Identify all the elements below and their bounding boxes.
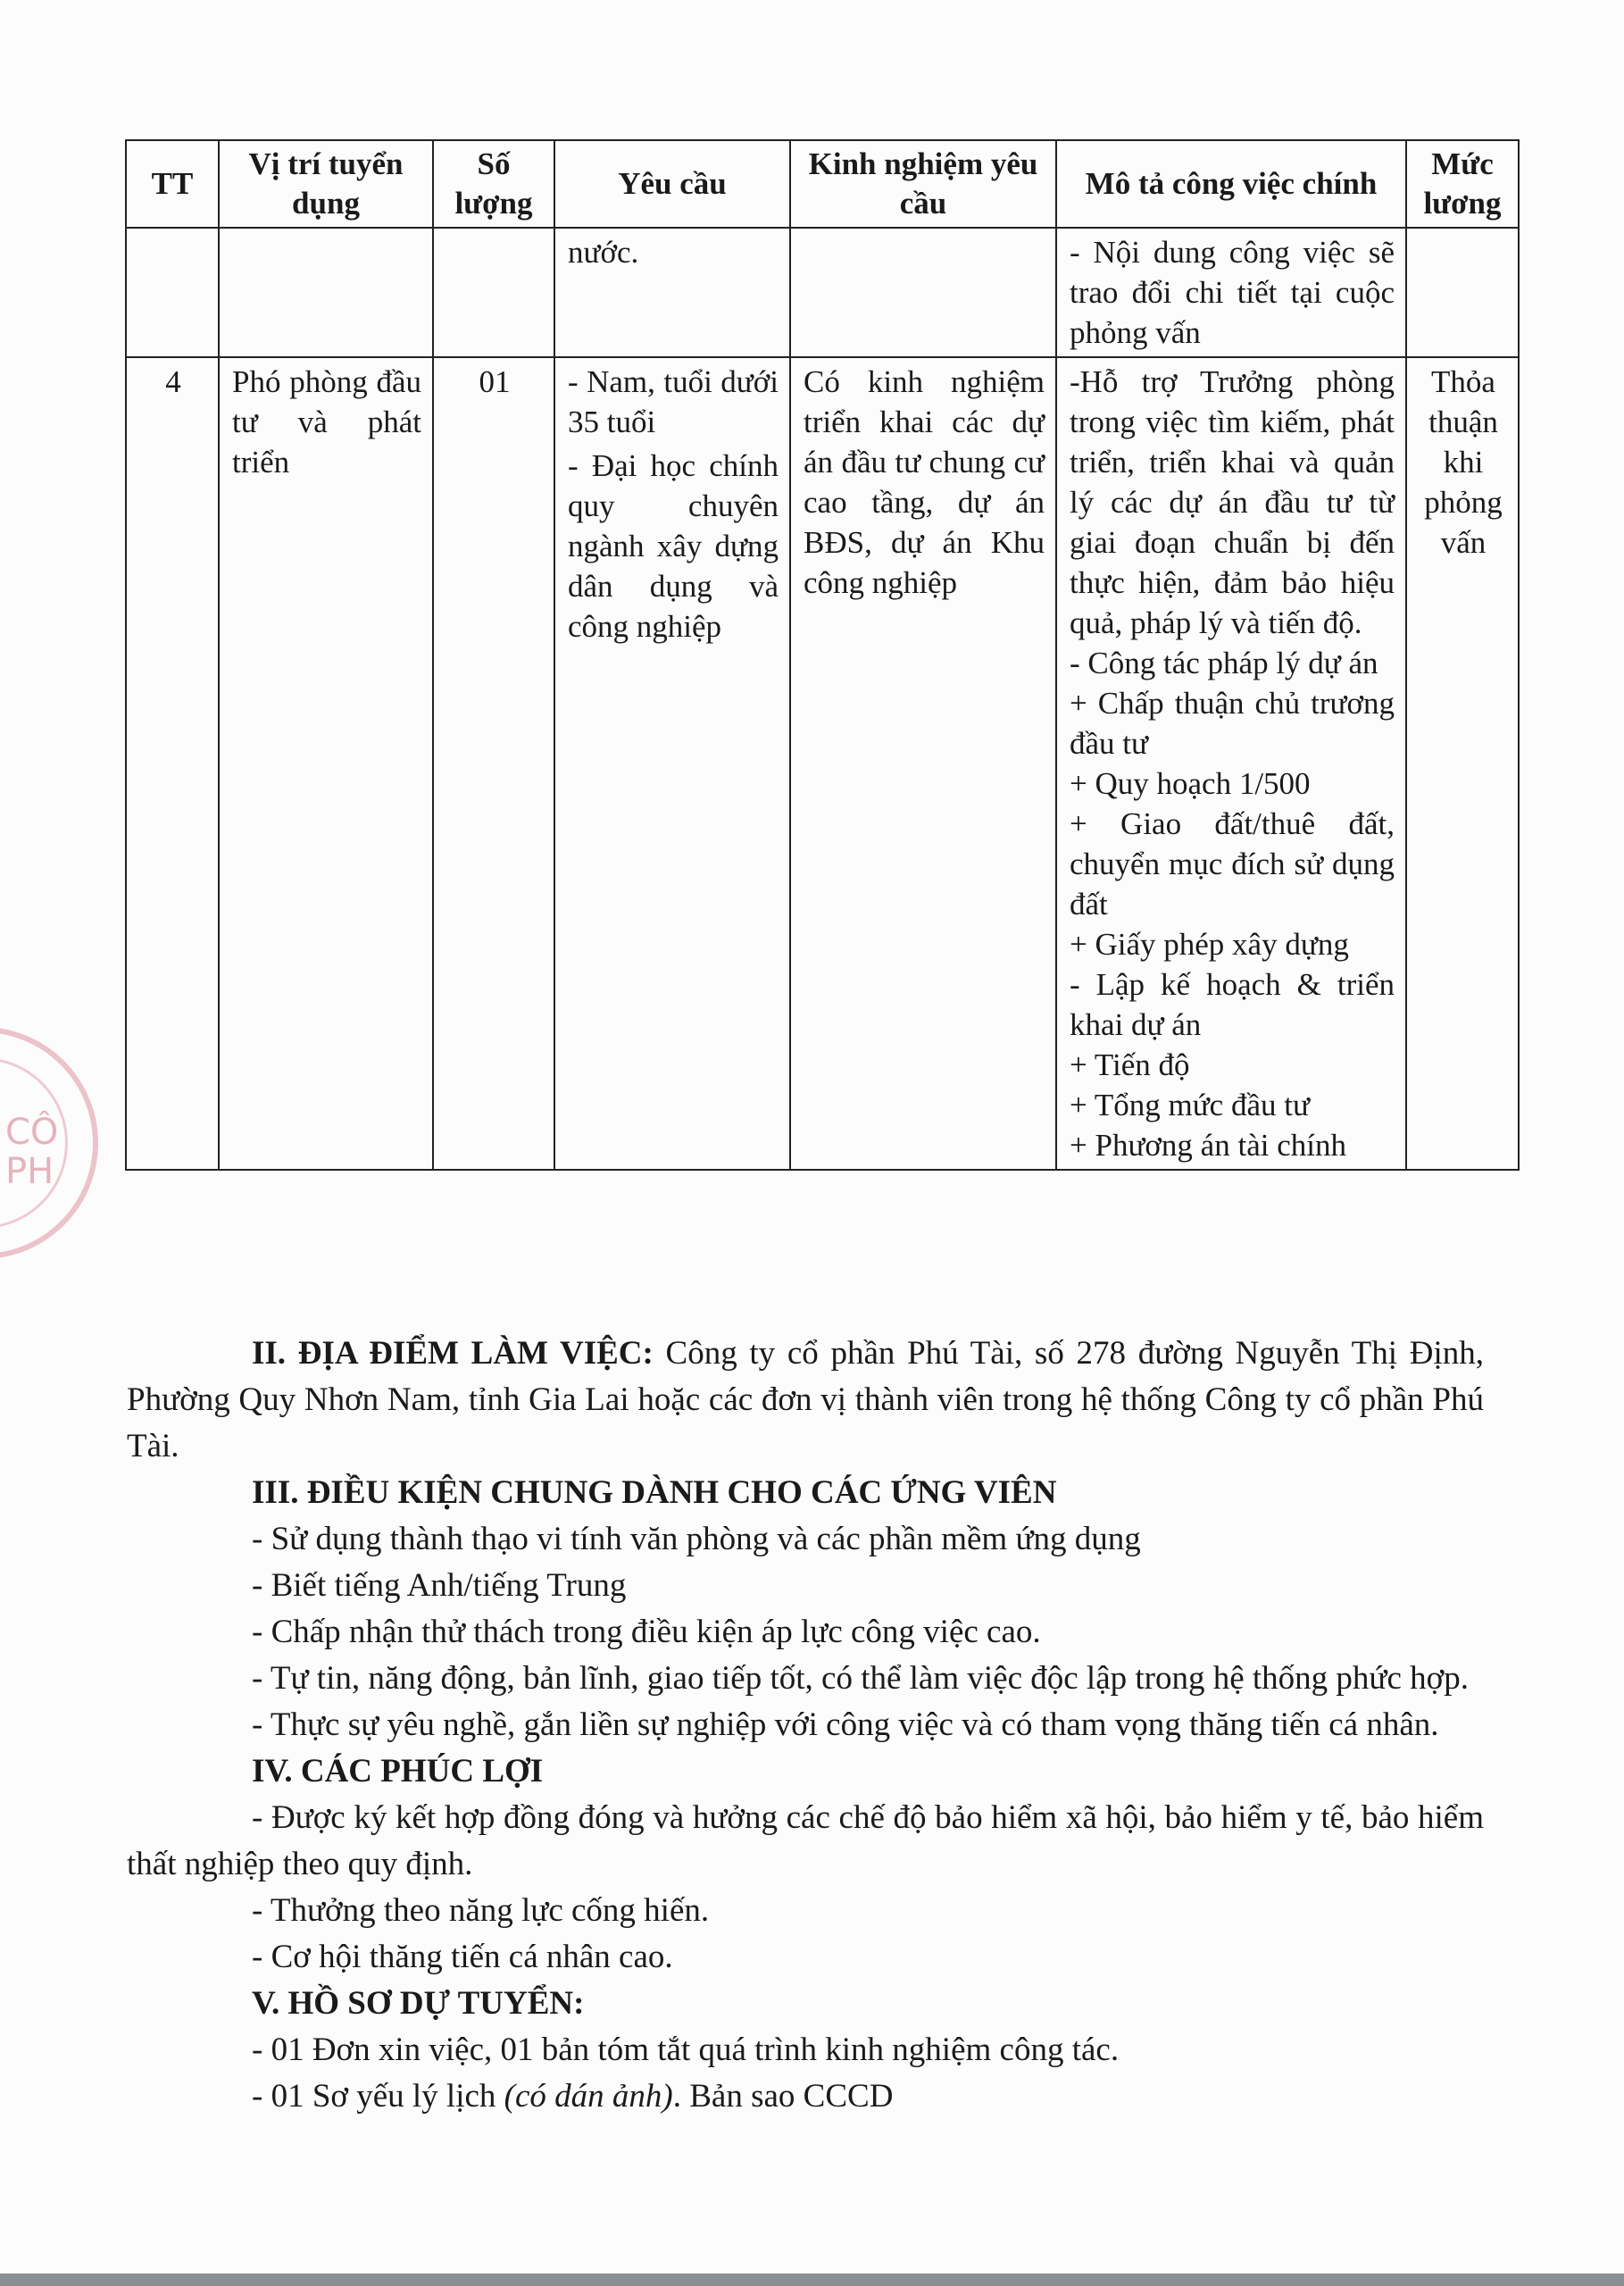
cell-experience: Có kinh nghiệm triển khai các dự án đầu tư chung cư cao tầng, dự án BĐS, dự án Khu công nghiệp — [790, 357, 1056, 1170]
cell-empty — [1406, 228, 1519, 357]
list-item: - Thưởng theo năng lực cống hiến. — [252, 1892, 710, 1929]
table-header-row — [126, 140, 1519, 228]
table-row — [126, 357, 1519, 1170]
requirement-age: - Nam, tuổi dưới 35 tuổi — [568, 364, 779, 439]
description-line: + Phương án tài chính — [1070, 1128, 1346, 1163]
cell-position: Phó phòng đầu tư và phát triển — [219, 357, 433, 1170]
cell-description-continued: - Nội dung công việc sẽ trao đổi chi tiết tại cuộc phỏng vấn — [1056, 228, 1406, 357]
list-item — [252, 2073, 1484, 2120]
header-tt: TT — [126, 140, 219, 228]
requirement-education: - Đại học chính quy chuyên ngành xây dựng dân dụng và công nghiệp — [568, 448, 779, 644]
cell-empty — [433, 228, 554, 357]
scan-bottom-edge — [0, 2273, 1624, 2286]
description-line: + Chấp thuận chủ trương đầu tư — [1070, 686, 1395, 761]
list-item: - Biết tiếng Anh/tiếng Trung — [252, 1567, 627, 1604]
section-application-heading: V. HỒ SƠ DỰ TUYỂN: — [252, 1985, 585, 2022]
cell-quantity: 01 — [433, 357, 554, 1170]
list-item: - Được ký kết hợp đồng đóng và hưởng các chế độ bảo hiểm xã hội, bảo hiểm y tế, bảo hiểm thất nghiệp theo quy định. — [127, 1799, 1484, 1882]
description-line: + Quy hoạch 1/500 — [1070, 766, 1311, 801]
description-line: - Lập kế hoạch & triển khai dự án — [1070, 967, 1395, 1042]
header-quantity: Số lượng — [433, 140, 554, 228]
application-item-suffix: . Bản sao CCCD — [672, 2078, 894, 2115]
list-item: - Thực sự yêu nghề, gắn liền sự nghiệp với công việc và có tham vọng thăng tiến cá nhân. — [252, 1706, 1439, 1743]
description-line: - Công tác pháp lý dự án — [1070, 646, 1378, 680]
header-salary: Mức lương — [1406, 140, 1519, 228]
description-line: + Tiến độ — [1070, 1047, 1190, 1082]
header-description: Mô tả công việc chính — [1056, 140, 1406, 228]
company-seal-text: CÔ PH — [5, 1112, 59, 1192]
cell-salary: Thỏa thuận khi phỏng vấn — [1406, 357, 1519, 1170]
list-item: - 01 Đơn xin việc, 01 bản tóm tắt quá trình kinh nghiệm công tác. — [252, 2032, 1120, 2068]
list-item: - Chấp nhận thử thách trong điều kiện áp lực công việc cao. — [252, 1614, 1041, 1650]
section-benefits-heading: IV. CÁC PHÚC LỢI — [252, 1753, 544, 1790]
description-line: + Giấy phép xây dựng — [1070, 927, 1349, 962]
application-item-prefix: - 01 Sơ yếu lý lịch — [252, 2078, 504, 2115]
list-item: - Tự tin, năng động, bản lĩnh, giao tiếp tốt, có thể làm việc độc lập trong hệ thống phức hợp. — [252, 1660, 1469, 1697]
cell-empty — [790, 228, 1056, 357]
application-item-italic: (có dán ảnh) — [504, 2078, 673, 2115]
cell-empty — [126, 228, 219, 357]
cell-empty — [219, 228, 433, 357]
cell-requirements — [554, 357, 790, 1170]
header-position: Vị trí tuyển dụng — [219, 140, 433, 228]
document-body — [127, 1331, 1485, 2120]
recruitment-table — [125, 139, 1520, 1171]
section-work-location-label: II. ĐỊA ĐIỂM LÀM VIỆC: — [252, 1335, 654, 1372]
table-row-continuation — [126, 228, 1519, 357]
cell-description — [1056, 357, 1406, 1170]
header-requirements: Yêu cầu — [554, 140, 790, 228]
cell-requirement-continued: nước. — [554, 228, 790, 357]
cell-tt: 4 — [126, 357, 219, 1170]
list-item: - Cơ hội thăng tiến cá nhân cao. — [252, 1939, 673, 1975]
section-general-conditions-heading: III. ĐIỀU KIỆN CHUNG DÀNH CHO CÁC ỨNG VIÊN — [252, 1474, 1057, 1511]
description-line: -Hỗ trợ Trưởng phòng trong việc tìm kiếm, phát triển, triển khai và quản lý các dự án đầu tư từ giai đoạn chuẩn bị đến thực hiện, đảm bảo hiệu quả, pháp lý và tiến độ. — [1070, 364, 1395, 640]
description-line: + Tổng mức đầu tư — [1070, 1088, 1310, 1122]
list-item: - Sử dụng thành thạo vi tính văn phòng và các phần mềm ứng dụng — [252, 1521, 1141, 1557]
section-work-location — [127, 1331, 1484, 1470]
section-work-location-text: Công ty cổ phần Phú Tài, số 278 đường Nguyễn Thị Định, Phường Quy Nhơn Nam, tỉnh Gia Lai hoặc các đơn vị thành viên trong hệ thống Công ty cổ phần Phú Tài. — [127, 1335, 1485, 1464]
description-line: + Giao đất/thuê đất, chuyển mục đích sử dụng đất — [1070, 806, 1395, 922]
header-experience: Kinh nghiệm yêu cầu — [790, 140, 1056, 228]
company-seal — [0, 1027, 98, 1259]
